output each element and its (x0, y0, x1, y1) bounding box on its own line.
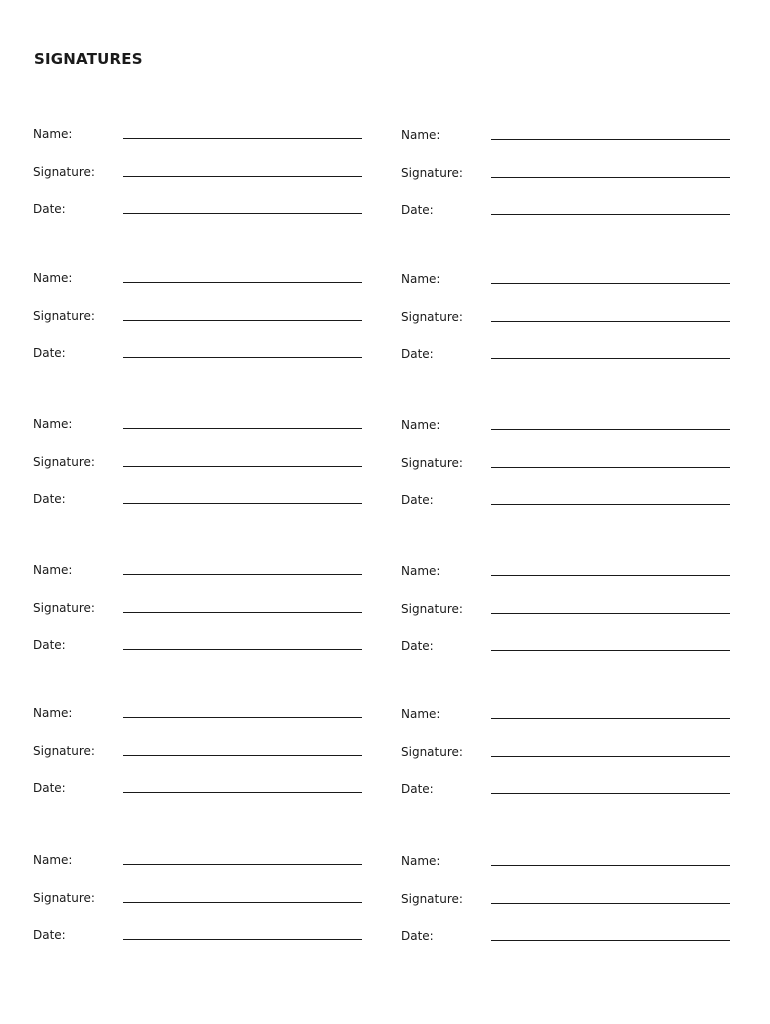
signature-row (33, 743, 363, 759)
name-line[interactable] (491, 718, 730, 719)
date-line[interactable] (491, 940, 730, 941)
signature-line[interactable] (123, 176, 362, 177)
date-line[interactable] (123, 503, 362, 504)
date-row (33, 491, 363, 507)
date-label: Date: (33, 346, 66, 360)
name-line[interactable] (123, 138, 362, 139)
name-line[interactable] (123, 864, 362, 865)
date-row (33, 637, 363, 653)
signature-label: Signature: (401, 310, 463, 324)
name-label: Name: (33, 271, 73, 285)
signature-line[interactable] (491, 467, 730, 468)
name-line[interactable] (491, 575, 730, 576)
signature-label: Signature: (401, 745, 463, 759)
signature-label: Signature: (33, 165, 95, 179)
signature-label: Signature: (33, 891, 95, 905)
signature-line[interactable] (123, 466, 362, 467)
page-title: SIGNATURES (34, 50, 143, 68)
name-label: Name: (33, 706, 73, 720)
name-row (33, 126, 363, 142)
name-label: Name: (33, 853, 73, 867)
signature-row (401, 165, 731, 181)
signature-line[interactable] (123, 902, 362, 903)
signature-row (401, 455, 731, 471)
date-line[interactable] (123, 213, 362, 214)
date-label: Date: (401, 929, 434, 943)
signature-line[interactable] (123, 612, 362, 613)
name-row (401, 706, 731, 722)
name-label: Name: (401, 272, 441, 286)
signature-row (33, 164, 363, 180)
date-label: Date: (33, 928, 66, 942)
signature-line[interactable] (491, 177, 730, 178)
date-line[interactable] (491, 358, 730, 359)
name-row (401, 853, 731, 869)
signature-label: Signature: (401, 602, 463, 616)
name-label: Name: (401, 128, 441, 142)
signature-label: Signature: (401, 166, 463, 180)
date-line[interactable] (123, 357, 362, 358)
signature-line[interactable] (491, 756, 730, 757)
name-line[interactable] (123, 282, 362, 283)
signature-label: Signature: (33, 744, 95, 758)
date-line[interactable] (123, 939, 362, 940)
name-row (401, 417, 731, 433)
date-label: Date: (401, 203, 434, 217)
date-row (401, 638, 731, 654)
name-label: Name: (33, 563, 73, 577)
date-row (33, 780, 363, 796)
name-row (33, 705, 363, 721)
name-line[interactable] (123, 428, 362, 429)
date-label: Date: (401, 347, 434, 361)
signature-line[interactable] (491, 613, 730, 614)
date-label: Date: (401, 782, 434, 796)
signature-row (33, 454, 363, 470)
date-row (401, 781, 731, 797)
signature-row (33, 308, 363, 324)
name-line[interactable] (491, 429, 730, 430)
date-row (401, 492, 731, 508)
name-label: Name: (33, 127, 73, 141)
name-label: Name: (401, 418, 441, 432)
date-row (401, 928, 731, 944)
signature-label: Signature: (401, 892, 463, 906)
signature-line[interactable] (123, 755, 362, 756)
signature-row (401, 744, 731, 760)
date-label: Date: (33, 638, 66, 652)
date-row (33, 345, 363, 361)
date-label: Date: (401, 639, 434, 653)
date-line[interactable] (491, 793, 730, 794)
signature-row (401, 891, 731, 907)
name-row (33, 852, 363, 868)
name-row (33, 416, 363, 432)
date-line[interactable] (123, 649, 362, 650)
name-line[interactable] (123, 717, 362, 718)
name-label: Name: (401, 564, 441, 578)
date-row (33, 201, 363, 217)
name-row (401, 271, 731, 287)
date-label: Date: (33, 492, 66, 506)
date-row (33, 927, 363, 943)
date-label: Date: (33, 202, 66, 216)
date-line[interactable] (491, 504, 730, 505)
signature-line[interactable] (123, 320, 362, 321)
signature-label: Signature: (33, 455, 95, 469)
signature-line[interactable] (491, 321, 730, 322)
signature-row (33, 890, 363, 906)
name-line[interactable] (123, 574, 362, 575)
date-line[interactable] (123, 792, 362, 793)
date-line[interactable] (491, 650, 730, 651)
name-row (401, 563, 731, 579)
name-row (33, 562, 363, 578)
name-label: Name: (401, 854, 441, 868)
name-line[interactable] (491, 283, 730, 284)
signature-label: Signature: (401, 456, 463, 470)
signature-row (401, 601, 731, 617)
signature-line[interactable] (491, 903, 730, 904)
date-row (401, 202, 731, 218)
name-row (33, 270, 363, 286)
name-line[interactable] (491, 865, 730, 866)
date-line[interactable] (491, 214, 730, 215)
date-label: Date: (33, 781, 66, 795)
name-label: Name: (33, 417, 73, 431)
date-row (401, 346, 731, 362)
date-label: Date: (401, 493, 434, 507)
signature-label: Signature: (33, 601, 95, 615)
signature-row (33, 600, 363, 616)
name-line[interactable] (491, 139, 730, 140)
signature-label: Signature: (33, 309, 95, 323)
signature-row (401, 309, 731, 325)
name-label: Name: (401, 707, 441, 721)
name-row (401, 127, 731, 143)
